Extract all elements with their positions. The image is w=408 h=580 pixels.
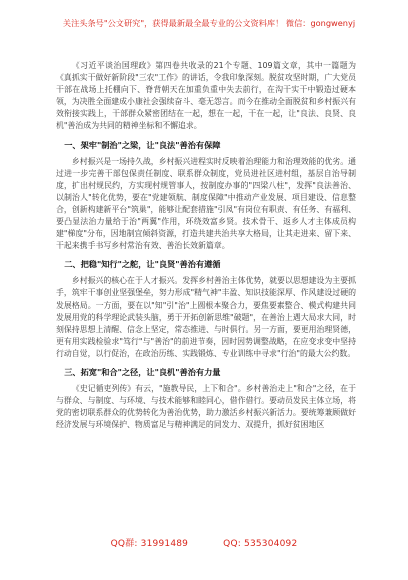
- section-heading-3: 三、拓宽"和合"之径，让"良机"善治有力量: [64, 366, 221, 377]
- header-notice: [44, 18, 374, 29]
- footer-qq-group: QQ群: 31991489: [110, 539, 189, 549]
- paragraph-intro: 《习近平谈治国理政》第四卷共收录的21个专题、109篇文章，其中一篇题为《真抓实干做好新阶段"三农"工作》的讲话，令我印象深刻。脱贫攻坚时期，广大党员干部在战场上托棚向下、脊背朝天在加重负重中失去前行，在沟干实干中锻造过硬本领，为决胜全面建成小康社会强续奋斗、毫无怨言。而今在推动全面脱贫和乡村振兴有效衔接实践上，干部群众紧密团结在一起，想在一起，干在一起，让"良法、良贤、良机"善治成为共同的精神坐标和不懈追求。: [56, 61, 356, 131]
- section-heading-1: 一、架牢"制治"之梁，让"良法"善治有保障: [64, 139, 221, 150]
- footer-contacts: [0, 536, 408, 549]
- paragraph-section-1: 乡村振兴是一场持久战，乡村振兴进程实时反映着治理能力和治理效能的优劣。通过进一步完善干部包保责任制度、联系群众制度，党员进社区进村组，基层自治导制度，扩出村规民约，方实现村规管事人，按制度办事的"四梁八柱"，发挥"良法善治、以制治人"转化优势，要在"党建领航、制度保障"中推动产业发展、项目建设、信息整合，创新构建新平台"筑巢"，能够让配套措施"引凤"有岗位有职责、有任务、有福利、要凸显法治力量给于治"两翼"作用，环绕效富乡贤。技术骨干、返乡人才主体成员构建"梯度"分布，因地制宜倾斜资源，打造共建共治共享大格局，让其走进来、留下来、干起来携手书写乡村常治有效、善治长效新篇章。: [56, 156, 356, 251]
- footer-qq: QQ: 535304092: [223, 539, 298, 549]
- article-body: [56, 60, 356, 431]
- section-heading-2: 二、把稳"知行"之舵，让"良贤"善治有遵循: [64, 259, 221, 270]
- paragraph-section-3: 《史记循吏列传》有云，"施教导民，上下和合"。乡村善治走上"和合"之径，在于与群众、与制度、与环境、与技术能够和睦同心，借作借行。要动员发民主体立场，将党的密切联系群众的优势转化为善治优势，助力激活乡村振兴新活力。要统筹兼顾做好经济发展与环境保护、物质富足与精神满足的同发力、双提升，抓好贫困地区: [56, 383, 356, 430]
- paragraph-section-2: 乡村振兴的核心在于人才振兴。发挥乡村善治主体优势，就要以思想建设为主要抓手，筑牢干事创业坚强堡垒，努力形成"精气神"丰盈、知识技能深厚、作风建设过硬的发展格局。一方面，要在以"知"引"治"上圆根本聚合力，要焦要素整合、模式构建共同发展用党的科学理论武装头脑，勇于开拓创新思维"破题"，在善治上遇大局求大同，时刻保持思想上清醒、信念上坚定，常态推进、与时俱行。另一方面，要更用治理贤德，更有用实践检验求"笃行"与"善治"的前进节奏，因时因势调整战略，在应变求变中坚持行动自觉，以行促治，在政治历练、实践锻炼、专业训练中寻求"行治"的最大公约数。: [56, 276, 356, 358]
- header-notice-text: 关注头条号"公文研究"，获得最新最全最专业的公文资料库！ 微信：gongwenyj: [62, 18, 356, 28]
